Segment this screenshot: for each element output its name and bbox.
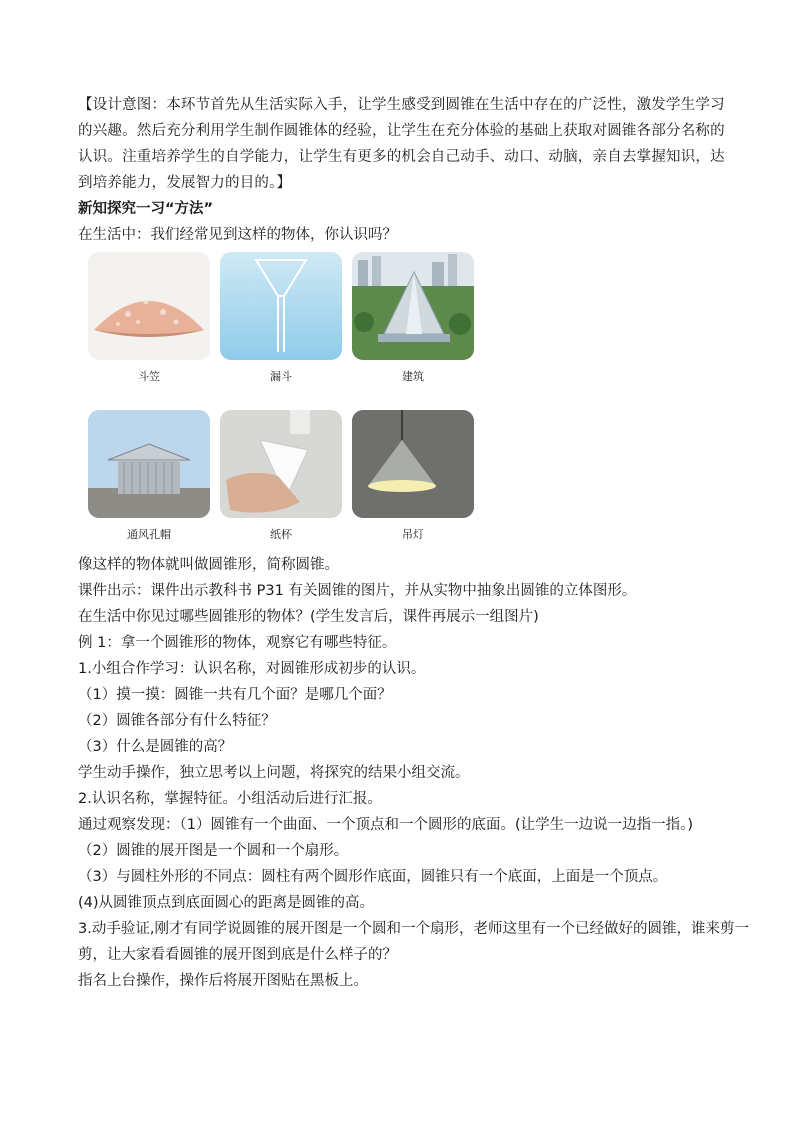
courseware-line: 课件出示：课件出示教科书 P31 有关圆锥的图片，并从实物中抽象出圆锥的立体图形。 [78,583,637,599]
step-3-line: 3.动手验证,刚才有同学说圆锥的展开图是一个圆和一个扇形，老师这里有一个已经做好的圆锥，谁来剪一 [78,921,749,937]
question-1-line: （1）摸一摸：圆锥一共有几个面？是哪几个面？ [78,687,392,703]
question-3-line: （3）什么是圆锥的高？ [78,739,233,755]
student-work-line: 学生动手操作，独立思考以上问题，将探究的结果小组交流。 [78,765,470,781]
example-line: 例 1：拿一个圆锥形的物体，观察它有哪些特征。 [78,635,397,651]
finding-4-line: (4)从圆锥顶点到底面圆心的距离是圆锥的高。 [78,895,375,911]
vent-cap-image [88,410,210,518]
step-1-line: 1.小组合作学习：认识名称，对圆锥形成初步的认识。 [78,661,426,677]
step-3-continued-line: 剪，让大家看看圆锥的展开图到底是什么样子的？ [78,947,397,963]
design-intent: 【设计意图：本环节首先从生活实际入手，让学生感受到圆锥在生活中存在的广泛性，激发学生学习的兴趣。然后充分利用学生制作圆锥体的经验，让学生在充分体验的基础上获取对圆锥各部分名称的认识。注重培养学生的自学能力，让学生有更多的机会自己动手、动口、动脑，亲自去掌握知识，达到培养能力，发展智力的目的。】 [78,97,725,191]
definition-line: 像这样的物体就叫做圆锥形，简称圆锥。 [78,557,339,573]
funnel-image [220,252,342,360]
finding-2-line: （2）圆锥的展开图是一个圆和一个扇形。 [78,843,349,859]
operation-line: 指名上台操作，操作后将展开图贴在黑板上。 [78,973,368,989]
pendant-lamp-caption: 吊灯 [402,528,424,541]
bamboo-hat-caption: 斗笠 [138,370,160,383]
question-line: 在生活中你见过哪些圆锥形的物体？(学生发言后，课件再展示一组图片) [78,609,539,625]
funnel-caption: 漏斗 [270,370,292,383]
building-caption: 建筑 [402,370,424,383]
finding-3-line: （3）与圆柱外形的不同点：圆柱有两个圆形作底面，圆锥只有一个底面，上面是一个顶点。 [78,869,668,885]
vent-cap-caption: 通风孔帽 [127,528,171,541]
paper-cup-image [220,410,342,518]
document-page [78,92,749,994]
cone-objects-gallery [78,252,728,552]
bamboo-hat-image [88,252,210,360]
step-2-line: 2.认识名称，掌握特征。小组活动后进行汇报。 [78,791,382,807]
cone-building-image [352,252,474,360]
intro-question: 在生活中：我们经常见到这样的物体，你认识吗？ [78,227,397,243]
pendant-lamp-image [352,410,474,518]
section-title: 新知探究一习“方法” [78,201,214,217]
paper-cup-caption: 纸杯 [270,528,292,541]
finding-1-line: 通过观察发现：（1）圆锥有一个曲面、一个顶点和一个圆形的底面。(让学生一边说一边指一指。) [78,817,694,833]
question-2-line: （2）圆锥各部分有什么特征？ [78,713,276,729]
